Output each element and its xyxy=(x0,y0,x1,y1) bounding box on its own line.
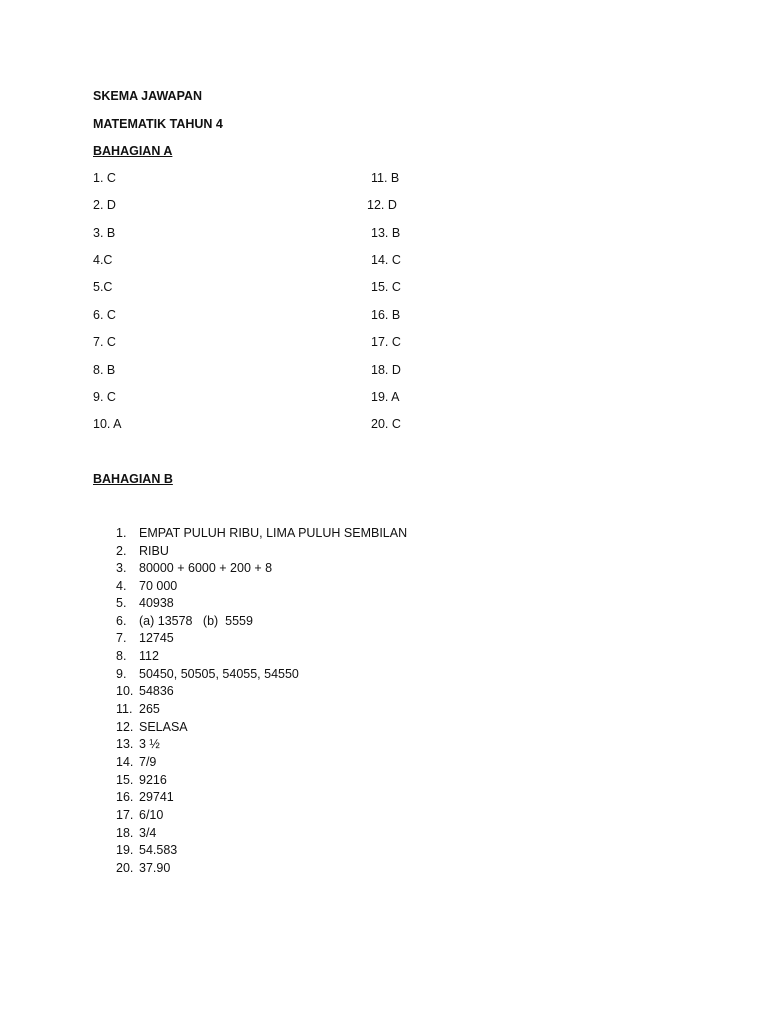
list-number: 10. xyxy=(116,684,134,698)
answer-item: 16. B xyxy=(371,308,401,322)
list-number: 9. xyxy=(116,667,127,681)
section-a-heading: BAHAGIAN A xyxy=(93,144,173,158)
answer-item: 15. C xyxy=(371,280,401,294)
list-text: 12745 xyxy=(139,631,174,645)
answer-item: 18. D xyxy=(371,363,401,377)
list-text: 50450, 50505, 54055, 54550 xyxy=(139,667,299,681)
answer-item: 11. B xyxy=(371,171,400,185)
list-text: 54.583 xyxy=(139,843,178,857)
list-number: 1. xyxy=(116,526,127,540)
list-number: 8. xyxy=(116,649,127,663)
list-number: 15. xyxy=(116,773,134,787)
answer-item: 8. B xyxy=(93,363,116,377)
answer-item: 3. B xyxy=(93,226,116,240)
list-text: EMPAT PULUH RIBU, LIMA PULUH SEMBILAN xyxy=(139,526,408,540)
answer-item: 9. C xyxy=(93,390,116,404)
answer-item: 6. C xyxy=(93,308,116,322)
list-text: 40938 xyxy=(139,596,174,610)
list-number: 20. xyxy=(116,861,134,875)
list-number: 13. xyxy=(116,737,134,751)
answer-item: 4.C xyxy=(93,253,113,267)
answer-item: 10. A xyxy=(93,417,122,431)
list-text: 29741 xyxy=(139,790,174,804)
answer-item: 13. B xyxy=(371,226,401,240)
list-text: 37.90 xyxy=(139,861,171,875)
list-number: 7. xyxy=(116,631,127,645)
list-number: 11. xyxy=(116,702,133,716)
list-text: 3 ½ xyxy=(139,737,160,751)
answer-item: 7. C xyxy=(93,335,116,349)
list-text: 6/10 xyxy=(139,808,164,822)
list-text: 265 xyxy=(139,702,160,716)
list-text: 3/4 xyxy=(139,826,157,840)
section-b-heading: BAHAGIAN B xyxy=(93,472,173,486)
list-text: 7/9 xyxy=(139,755,157,769)
list-number: 2. xyxy=(116,544,127,558)
answer-item: 2. D xyxy=(93,198,116,212)
list-text: 54836 xyxy=(139,684,174,698)
list-text: 112 xyxy=(139,649,159,663)
document-title: SKEMA JAWAPAN xyxy=(93,89,203,103)
answer-item: 19. A xyxy=(371,390,400,404)
list-text: 9216 xyxy=(139,773,167,787)
list-text: 80000 + 6000 + 200 + 8 xyxy=(139,561,273,575)
list-number: 14. xyxy=(116,755,134,769)
answer-item: 14. C xyxy=(371,253,401,267)
list-number: 3. xyxy=(116,561,127,575)
list-number: 16. xyxy=(116,790,134,804)
list-number: 6. xyxy=(116,614,127,628)
list-text: SELASA xyxy=(139,720,188,734)
answer-item: 5.C xyxy=(93,280,113,294)
list-number: 12. xyxy=(116,720,134,734)
answer-item: 20. C xyxy=(371,417,401,431)
list-number: 5. xyxy=(116,596,127,610)
list-number: 4. xyxy=(116,579,127,593)
answer-item: 1. C xyxy=(93,171,116,185)
list-number: 19. xyxy=(116,843,134,857)
list-number: 17. xyxy=(116,808,134,822)
answer-item: 17. C xyxy=(371,335,401,349)
list-text: 70 000 xyxy=(139,579,178,593)
document-subtitle: MATEMATIK TAHUN 4 xyxy=(93,117,223,131)
answer-item: 12. D xyxy=(367,198,397,212)
list-text: RIBU xyxy=(139,544,169,558)
list-text: (a) 13578 (b) 5559 xyxy=(139,614,253,628)
list-number: 18. xyxy=(116,826,134,840)
